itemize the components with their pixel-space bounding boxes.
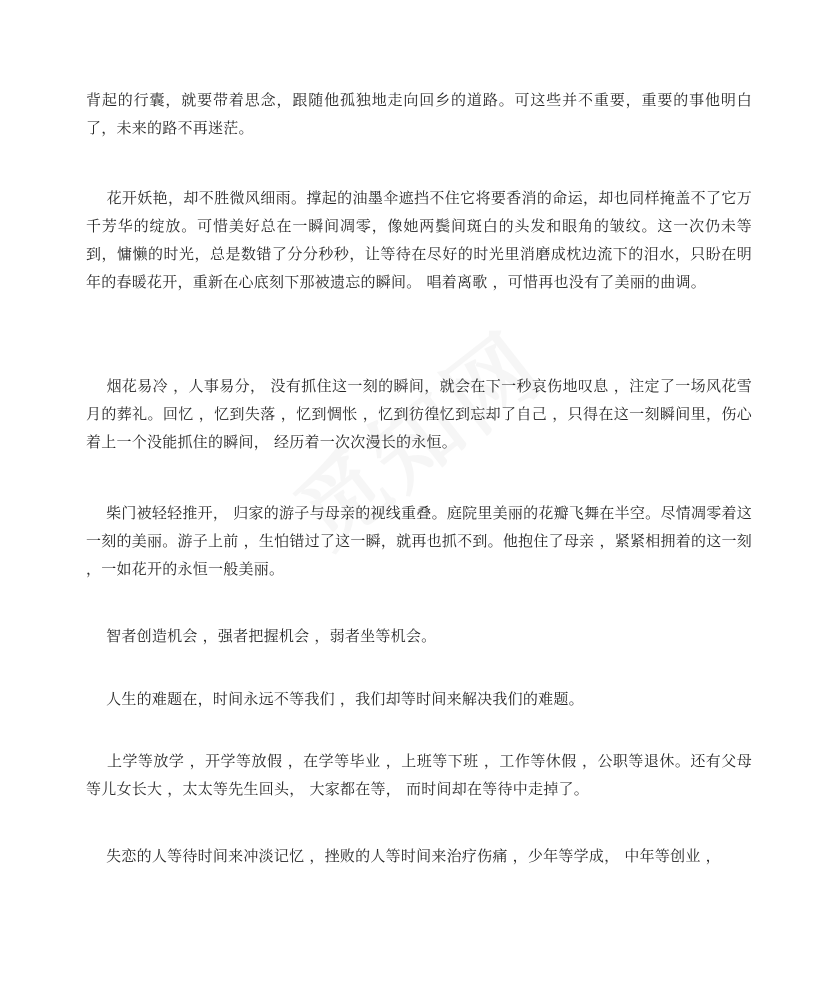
- paragraph-2: 花开妖艳，却不胜微风细雨。撑起的油墨伞遮挡不住它将要香消的命运，却也同样掩盖不了它万千芳华的绽放。可惜美好总在一瞬间凋零，像她两鬓间斑白的头发和眼角的皱纹。这一次仍未等到，慵懒的时光，总是数错了分分秒秒，让等待在尽好的时光里消磨成枕边流下的泪水，只盼在明年的春暖花开，重新在心底刻下那被遗忘的瞬间。 唱着离歌 ，可惜再也没有了美丽的曲调。: [86, 189, 752, 291]
- paragraph-4: 柴门被轻轻推开， 归家的游子与母亲的视线重叠。庭院里美丽的花瓣飞舞在半空。尽情凋零着这一刻的美丽。游子上前 ，生怕错过了这一瞬，就再也抓不到。他抱住了母亲 ，紧紧相拥着的这一刻 ，一如花开的永恒一般美丽。: [86, 504, 758, 578]
- paragraph-8: 失恋的人等待时间来冲淡记忆 ，挫败的人等时间来治疗伤痛 ，少年等学成， 中年等创业 ，: [86, 847, 721, 865]
- paragraph-3: 烟花易冷 ，人事易分， 没有抓住这一刻的瞬间，就会在下一秒哀伤地叹息 ，注定了一场风花雪月的葬礼。回忆 ，忆到失落 ，忆到惆怅 ，忆到彷徨忆到忘却了自己 ，只得在这一刻瞬间里，伤心着上一个没能抓住的瞬间， 经历着一次次漫长的永恒。: [86, 377, 753, 451]
- paragraph-5: 智者创造机会 ，强者把握机会 ，弱者坐等机会。: [86, 627, 437, 645]
- paragraph-1: 背起的行囊，就要带着思念，跟随他孤独地走向回乡的道路。可这些并不重要，重要的事他明白了，未来的路不再迷茫。: [86, 91, 752, 137]
- paragraph-7: 上学等放学 ，开学等放假 ，在学等毕业 ，上班等下班 ，工作等休假 ，公职等退休。还有父母等儿女长大 ，太太等先生回头， 大家都在等， 而时间却在等待中走掉了。: [86, 752, 752, 798]
- paragraph-6: 人生的难题在，时间永远不等我们 ，我们却等时间来解决我们的难题。: [86, 690, 584, 708]
